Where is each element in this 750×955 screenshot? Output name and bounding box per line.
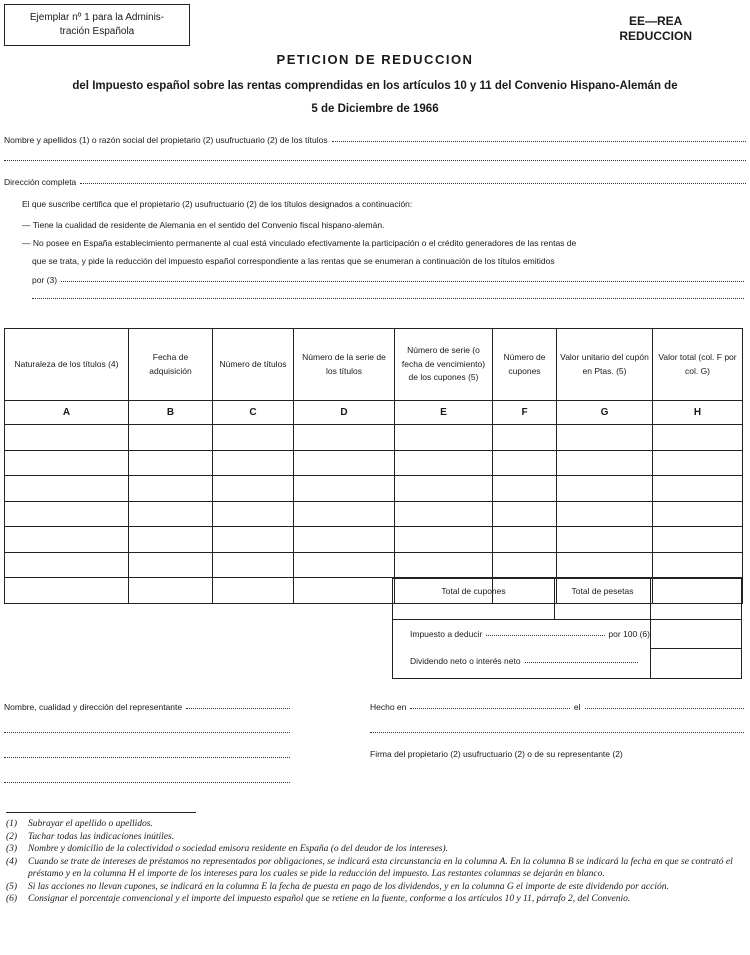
col-header-c: Número de títulos [213, 329, 294, 401]
address-label: Dirección completa [4, 177, 77, 187]
copy-label-line2: tración Española [59, 25, 135, 37]
place-date-field[interactable] [370, 702, 744, 712]
table-cell-e[interactable] [395, 552, 493, 578]
tax-to-deduct-field[interactable] [410, 629, 650, 639]
certify-text: El que suscribe certifica que el propietario (2) usufructuario (2) de los títulos designados a continuación: [22, 199, 413, 209]
table-cell-a[interactable] [5, 578, 129, 604]
col-letter-h: H [653, 401, 743, 425]
owner-name-field[interactable] [4, 135, 746, 145]
table-cell-c[interactable] [213, 527, 294, 553]
footnote [6, 843, 744, 856]
table-cell-h[interactable] [653, 425, 743, 451]
tax-to-deduct-label: Impuesto a deducir [410, 629, 483, 639]
table-cell-g[interactable] [557, 476, 653, 502]
table-cell-b[interactable] [129, 501, 213, 527]
col-header-g: Valor unitario del cupón en Ptas. (5) [557, 329, 653, 401]
representative-line-2[interactable] [4, 732, 290, 733]
table-cell-a[interactable] [5, 425, 129, 451]
table-cell-e[interactable] [395, 476, 493, 502]
place-dots [410, 702, 570, 709]
footnote-number: (5) [6, 881, 18, 892]
footnote [6, 831, 744, 844]
table-row [5, 425, 743, 451]
form-code [619, 14, 692, 44]
page-subtitle: del Impuesto español sobre las rentas comprendidas en los artículos 10 y 11 del Convenio Hispano-Alemán de [72, 80, 678, 92]
footnote-text: Consignar el porcentaje convencional y el importe del impuesto español que se retiene en la fuente, conforme a los artículos 10 y 11, párrafo 2, del Convenio. [28, 894, 631, 905]
col-letter-g: G [557, 401, 653, 425]
table-cell-f[interactable] [493, 552, 557, 578]
tax-value-divider [650, 648, 742, 649]
table-header-row [5, 329, 743, 401]
issuer-field[interactable] [32, 275, 744, 285]
table-cell-b[interactable] [129, 476, 213, 502]
col-header-h: Valor total (col. F por col. G) [653, 329, 743, 401]
notes-divider [6, 812, 196, 813]
place-date-line-2[interactable] [370, 732, 744, 733]
table-cell-h[interactable] [653, 450, 743, 476]
done-at-label: Hecho en [370, 702, 407, 712]
table-cell-g[interactable] [557, 450, 653, 476]
footnote-number: (1) [6, 819, 18, 829]
footnote-number: (3) [6, 844, 18, 855]
footnote [6, 893, 744, 906]
col-header-a: Naturaleza de los títulos (4) [5, 329, 129, 401]
col-header-e: Número de serie (o fecha de vencimiento) de los cupones (5) [395, 329, 493, 401]
table-cell-h[interactable] [653, 501, 743, 527]
total-pesetas-box [554, 578, 651, 620]
table-cell-h[interactable] [653, 527, 743, 553]
copy-label-box [4, 4, 190, 46]
table-cell-h[interactable] [653, 476, 743, 502]
total-pesetas-value[interactable] [650, 578, 742, 620]
table-cell-c[interactable] [213, 476, 294, 502]
address-field[interactable] [4, 177, 746, 187]
representative-line-3[interactable] [4, 757, 290, 758]
col-header-f: Número de cupones [493, 329, 557, 401]
col-letter-e: E [395, 401, 493, 425]
col-letter-c: C [213, 401, 294, 425]
net-dividend-label: Dividendo neto o interés neto [410, 656, 521, 666]
issuer-continuation[interactable] [32, 298, 744, 299]
footnote [6, 818, 744, 831]
table-cell-f[interactable] [493, 527, 557, 553]
footnote-number: (6) [6, 894, 18, 905]
table-row [5, 527, 743, 553]
table-cell-f[interactable] [493, 450, 557, 476]
footnote-number: (4) [6, 856, 18, 867]
col-letter-b: B [129, 401, 213, 425]
table-cell-d[interactable] [294, 476, 395, 502]
table-cell-a[interactable] [5, 527, 129, 553]
copy-label-line1: Ejemplar nº 1 para la Adminis- [29, 12, 165, 23]
footnote-text: Si las acciones no llevan cupones, se indicará en la columna E la fecha de puesta en pago de los dividendos, y en la columna G el importe de este dividendo por acción. [28, 881, 669, 892]
table-cell-f[interactable] [493, 476, 557, 502]
col-header-d: Número de la serie de los títulos [294, 329, 395, 401]
table-cell-a[interactable] [5, 450, 129, 476]
footnote-text: Subrayar el apellido o apellidos. [28, 819, 153, 829]
table-cell-g[interactable] [557, 527, 653, 553]
footnote [6, 856, 744, 881]
table-cell-f[interactable] [493, 425, 557, 451]
table-cell-b[interactable] [129, 578, 213, 604]
bullet-establishment-2: que se trata, y pide la reducción del impuesto español correspondiente a las rentas que se enumeran a continuación de los títulos emitidos [32, 256, 555, 266]
footnote-text: Cuando se trate de intereses de préstamos no representados por obligaciones, se indicará esta circunstancia en la columna A. En la columna B se indicará la fecha en que se contrató el préstamo y en la columna H el importe de los intereses para los cuales se pide la reducción del impuesto. Las restantes columnas se dejarán en blanco. [28, 856, 733, 880]
table-cell-a[interactable] [5, 501, 129, 527]
table-cell-d[interactable] [294, 450, 395, 476]
col-letter-a: A [5, 401, 129, 425]
net-dividend-dots [525, 656, 638, 663]
form-code-line1: EE—REA [628, 14, 683, 28]
table-cell-c[interactable] [213, 552, 294, 578]
page-title: PETICION DE REDUCCION [276, 52, 474, 67]
table-cell-e[interactable] [395, 450, 493, 476]
table-cell-e[interactable] [395, 527, 493, 553]
table-cell-d[interactable] [294, 527, 395, 553]
table-cell-a[interactable] [5, 552, 129, 578]
col-header-b: Fecha de adquisición [129, 329, 213, 401]
total-coupons-box [392, 578, 555, 620]
table-cell-b[interactable] [129, 425, 213, 451]
address-dots [80, 177, 746, 184]
table-row [5, 552, 743, 578]
representative-field[interactable] [4, 702, 290, 712]
issuer-dots [61, 275, 744, 282]
table-cell-e[interactable] [395, 501, 493, 527]
tax-pct-label: por 100 (6) [608, 629, 650, 639]
table-cell-h[interactable] [653, 552, 743, 578]
table-cell-d[interactable] [294, 578, 395, 604]
table-cell-a[interactable] [5, 476, 129, 502]
table-cell-f[interactable] [493, 501, 557, 527]
table-row [5, 501, 743, 527]
table-cell-g[interactable] [557, 501, 653, 527]
tax-value-column [650, 619, 742, 679]
total-coupons-label: Total de cupones [441, 586, 506, 596]
issuer-label: por (3) [32, 275, 58, 285]
representative-label: Nombre, cualidad y dirección del representante [4, 702, 183, 712]
table-cell-b[interactable] [129, 552, 213, 578]
table-cell-g[interactable] [557, 552, 653, 578]
tax-dots [486, 629, 605, 636]
bullet-establishment-1: — No posee en España establecimiento permanente al cual está vinculado efectivamente la participación o el crédito generadores de las rentas de [22, 238, 577, 248]
owner-name-label: Nombre y apellidos (1) o razón social del propietario (2) usufructuario (2) de los títulos [4, 135, 328, 145]
col-letter-f: F [493, 401, 557, 425]
footnote-text: Tachar todas las indicaciones inútiles. [28, 831, 175, 842]
table-row [5, 450, 743, 476]
representative-dots [186, 702, 290, 709]
table-cell-e[interactable] [395, 425, 493, 451]
footnote-text: Nombre y domicilio de la colectividad o sociedad emisora residente en España (o del deudor de los intereses). [28, 844, 449, 855]
securities-table [4, 328, 743, 604]
form-code-line2: REDUCCION [619, 29, 692, 43]
table-cell-d[interactable] [294, 501, 395, 527]
total-pesetas-label: Total de pesetas [571, 586, 634, 596]
signature-label: Firma del propietario (2) usufructuario (2) o de su representante (2) [370, 749, 623, 759]
table-cell-b[interactable] [129, 450, 213, 476]
bullet-residence: — Tiene la cualidad de residente de Alemania en el sentido del Convenio fiscal hispano-alemán. [22, 220, 385, 230]
page-subtitle-date: 5 de Diciembre de 1966 [311, 103, 439, 115]
owner-name-dots [332, 135, 746, 142]
date-label: el [573, 702, 581, 712]
representative-line-4[interactable] [4, 782, 290, 783]
table-row [5, 476, 743, 502]
table-cell-b[interactable] [129, 527, 213, 553]
table-cell-g[interactable] [557, 425, 653, 451]
table-cell-c[interactable] [213, 425, 294, 451]
table-cell-c[interactable] [213, 501, 294, 527]
footnote-number: (2) [6, 831, 18, 842]
net-dividend-field[interactable] [410, 656, 638, 666]
date-dots [585, 702, 744, 709]
table-cell-c[interactable] [213, 578, 294, 604]
table-cell-d[interactable] [294, 425, 395, 451]
table-letter-row [5, 401, 743, 425]
footnote [6, 881, 744, 894]
table-cell-c[interactable] [213, 450, 294, 476]
col-letter-d: D [294, 401, 395, 425]
footnotes [6, 818, 744, 906]
owner-name-continuation[interactable] [4, 160, 746, 161]
table-cell-d[interactable] [294, 552, 395, 578]
